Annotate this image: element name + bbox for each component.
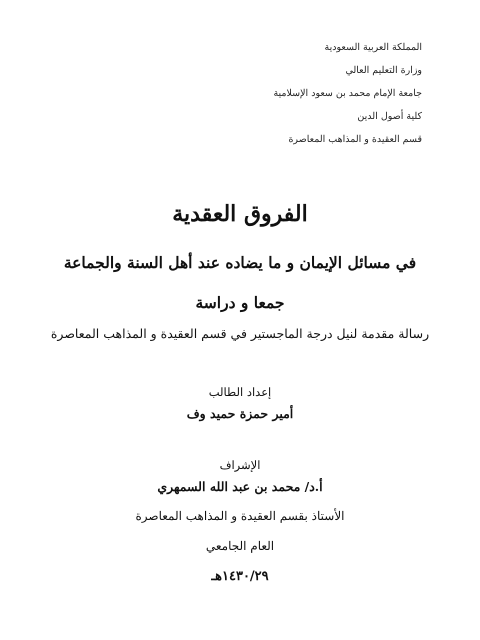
supervisor-position: الأستاذ بقسم العقيدة و المذاهب المعاصرة	[135, 509, 345, 523]
thesis-title: الفروق العقدية	[172, 201, 308, 227]
header-kingdom: المملكة العربية السعودية	[324, 42, 422, 53]
supervisor-name: أ.د/ محمد بن عبد الله السمهري	[157, 479, 323, 494]
supervision-label: الإشراف	[219, 458, 261, 472]
header-university: جامعة الإمام محمد بن سعود الإسلامية	[273, 88, 422, 99]
header-ministry: وزارة التعليم العالي	[345, 65, 422, 76]
thesis-description: رسالة مقدمة لنيل درجة الماجستير في قسم العقيدة و المذاهب المعاصرة	[50, 326, 430, 341]
thesis-subtitle-method: جمعا و دراسة	[195, 293, 285, 312]
academic-year-date: ١٤٣٠/٢٩هـ	[211, 569, 269, 584]
header-college: كلية أصول الدين	[357, 111, 422, 122]
student-label: إعداد الطالب	[208, 385, 272, 399]
student-name: أمير حمزة حميد وف	[186, 406, 294, 421]
thesis-subtitle: في مسائل الإيمان و ما يضاده عند أهل السنة والجماعة	[63, 253, 417, 272]
institution-header	[272, 42, 422, 157]
header-department: قسم العقيدة و المذاهب المعاصرة	[288, 134, 422, 145]
academic-year-label: العام الجامعي	[205, 539, 275, 553]
